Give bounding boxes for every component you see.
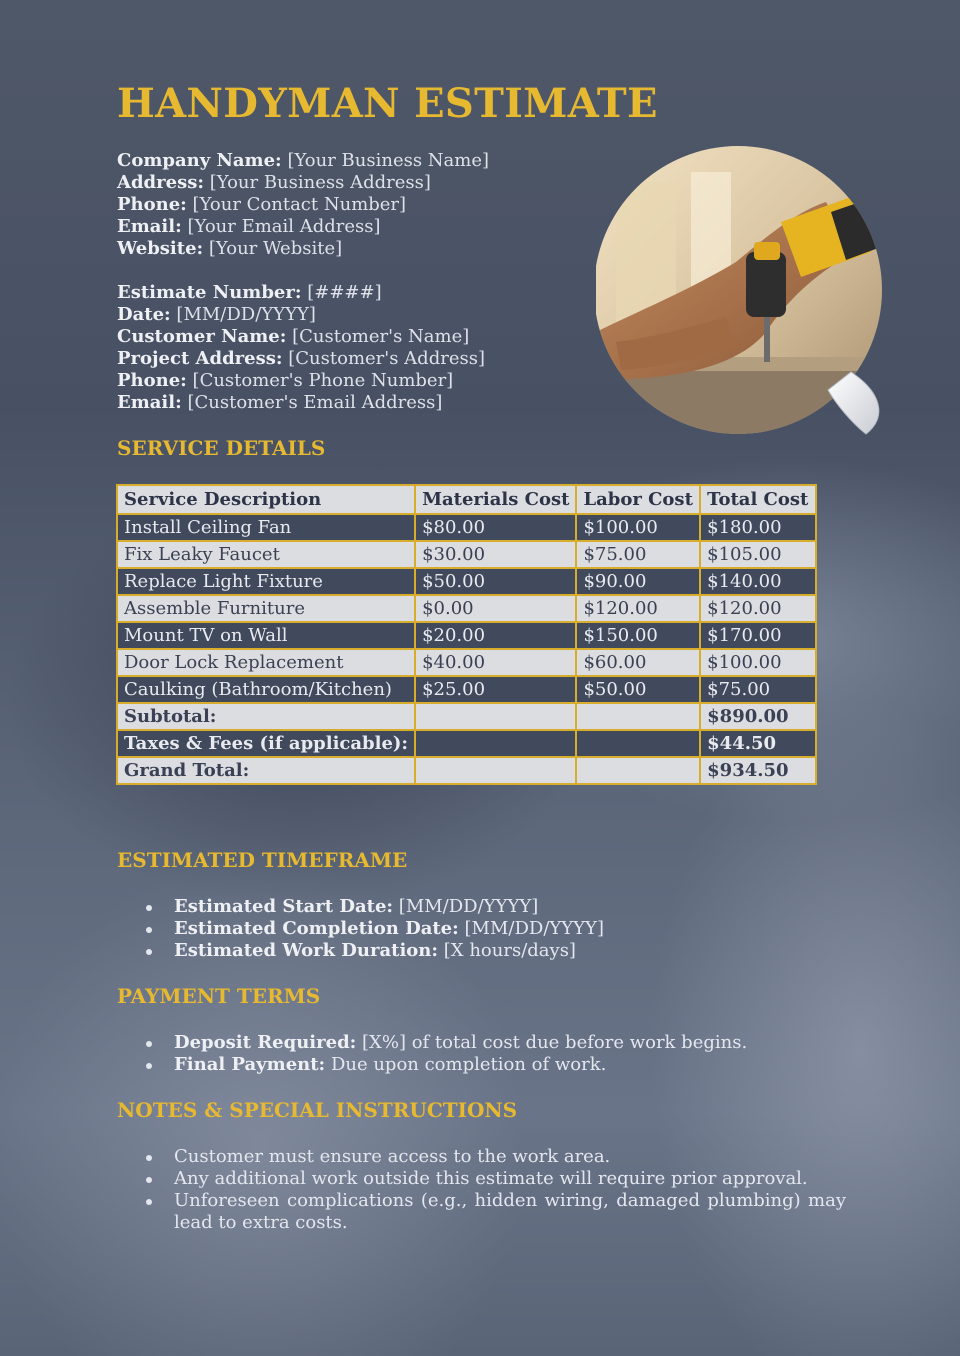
company-phone-value: [Your Contact Number] [192,194,407,215]
materials-cost-cell: $30.00 [415,541,576,568]
taxes-value: $44.50 [700,730,816,757]
payment-terms-heading: PAYMENT TERMS [117,984,321,1008]
materials-cost-cell: $40.00 [415,649,576,676]
service-details-table [116,484,817,785]
customer-phone-value: [Customer's Phone Number] [192,370,454,391]
list-item [146,1054,747,1076]
work-duration-value: [X hours/days] [443,940,576,961]
company-name-row [117,150,489,172]
deposit-label: Deposit Required: [174,1032,357,1053]
materials-cost-cell: $20.00 [415,622,576,649]
list-item: Customer must ensure access to the work area. [146,1146,846,1168]
work-duration-label: Estimated Work Duration: [174,940,439,961]
labor-cost-cell: $120.00 [576,595,700,622]
estimate-date-row [117,304,485,326]
company-address-row [117,172,489,194]
list-item: Unforeseen complications (e.g., hidden wiring, damaged plumbing) may lead to extra costs. [146,1190,846,1234]
estimate-number-row [117,282,485,304]
timeframe-list [146,896,604,962]
total-cost-cell: $120.00 [700,595,816,622]
estimate-number-label: Estimate Number: [117,282,302,303]
project-address-row [117,348,485,370]
subtotal-label: Subtotal: [117,703,415,730]
completion-date-label: Estimated Completion Date: [174,918,459,939]
service-description-cell: Replace Light Fixture [117,568,415,595]
table-row [117,676,816,703]
company-email-value: [Your Email Address] [187,216,381,237]
list-item [146,918,604,940]
company-email-row [117,216,489,238]
project-address-label: Project Address: [117,348,283,369]
customer-phone-row [117,370,485,392]
service-description-cell: Fix Leaky Faucet [117,541,415,568]
header-total-cost: Total Cost [700,485,816,514]
total-cost-cell: $140.00 [700,568,816,595]
service-details-heading: SERVICE DETAILS [117,436,326,460]
header-materials-cost: Materials Cost [415,485,576,514]
table-row [117,622,816,649]
empty-cell [576,730,700,757]
labor-cost-cell: $150.00 [576,622,700,649]
header-service-description: Service Description [117,485,415,514]
estimate-number-value: [####] [307,282,382,303]
company-name-value: [Your Business Name] [287,150,490,171]
subtotal-row [117,703,816,730]
empty-cell [415,703,576,730]
total-cost-cell: $100.00 [700,649,816,676]
table-header-row [117,485,816,514]
completion-date-value: [MM/DD/YYYY] [464,918,604,939]
company-info [117,150,489,260]
list-item [146,940,604,962]
empty-cell [576,703,700,730]
header-labor-cost: Labor Cost [576,485,700,514]
customer-name-label: Customer Name: [117,326,287,347]
photo-icon [596,142,886,442]
grand-total-row [117,757,816,784]
company-website-value: [Your Website] [208,238,343,259]
labor-cost-cell: $75.00 [576,541,700,568]
table-row [117,514,816,541]
document-title: HANDYMAN ESTIMATE [117,80,658,127]
empty-cell [576,757,700,784]
table-row [117,568,816,595]
service-description-cell: Door Lock Replacement [117,649,415,676]
total-cost-cell: $75.00 [700,676,816,703]
materials-cost-cell: $80.00 [415,514,576,541]
company-phone-label: Phone: [117,194,187,215]
start-date-label: Estimated Start Date: [174,896,394,917]
empty-cell [415,757,576,784]
table-row [117,649,816,676]
timeframe-heading: ESTIMATED TIMEFRAME [117,848,408,872]
company-website-row [117,238,489,260]
handyman-drill-photo [596,142,886,442]
labor-cost-cell: $90.00 [576,568,700,595]
estimate-date-value: [MM/DD/YYYY] [176,304,316,325]
project-address-value: [Customer's Address] [288,348,485,369]
table-row [117,595,816,622]
final-payment-label: Final Payment: [174,1054,326,1075]
list-item [146,1032,747,1054]
labor-cost-cell: $100.00 [576,514,700,541]
estimate-info [117,282,485,414]
service-description-cell: Mount TV on Wall [117,622,415,649]
materials-cost-cell: $0.00 [415,595,576,622]
company-email-label: Email: [117,216,182,237]
company-address-label: Address: [117,172,204,193]
start-date-value: [MM/DD/YYYY] [398,896,539,917]
total-cost-cell: $170.00 [700,622,816,649]
customer-phone-label: Phone: [117,370,187,391]
customer-name-value: [Customer's Name] [292,326,470,347]
company-address-value: [Your Business Address] [209,172,431,193]
taxes-row [117,730,816,757]
list-item [146,896,604,918]
estimate-date-label: Date: [117,304,171,325]
service-description-cell: Caulking (Bathroom/Kitchen) [117,676,415,703]
materials-cost-cell: $25.00 [415,676,576,703]
empty-cell [415,730,576,757]
service-description-cell: Assemble Furniture [117,595,415,622]
subtotal-value: $890.00 [700,703,816,730]
customer-name-row [117,326,485,348]
total-cost-cell: $105.00 [700,541,816,568]
customer-email-row [117,392,485,414]
total-cost-cell: $180.00 [700,514,816,541]
materials-cost-cell: $50.00 [415,568,576,595]
customer-email-label: Email: [117,392,182,413]
notes-list [146,1146,846,1234]
company-phone-row [117,194,489,216]
service-description-cell: Install Ceiling Fan [117,514,415,541]
table-row [117,541,816,568]
list-item: Any additional work outside this estimate will require prior approval. [146,1168,846,1190]
company-website-label: Website: [117,238,204,259]
taxes-label: Taxes & Fees (if applicable): [117,730,415,757]
grand-total-value: $934.50 [700,757,816,784]
final-payment-value: Due upon completion of work. [330,1054,607,1075]
payment-terms-list [146,1032,747,1076]
company-name-label: Company Name: [117,150,282,171]
notes-heading: NOTES & SPECIAL INSTRUCTIONS [117,1098,518,1122]
deposit-value: [X%] of total cost due before work begins. [362,1032,748,1053]
labor-cost-cell: $60.00 [576,649,700,676]
labor-cost-cell: $50.00 [576,676,700,703]
grand-total-label: Grand Total: [117,757,415,784]
customer-email-value: [Customer's Email Address] [187,392,443,413]
